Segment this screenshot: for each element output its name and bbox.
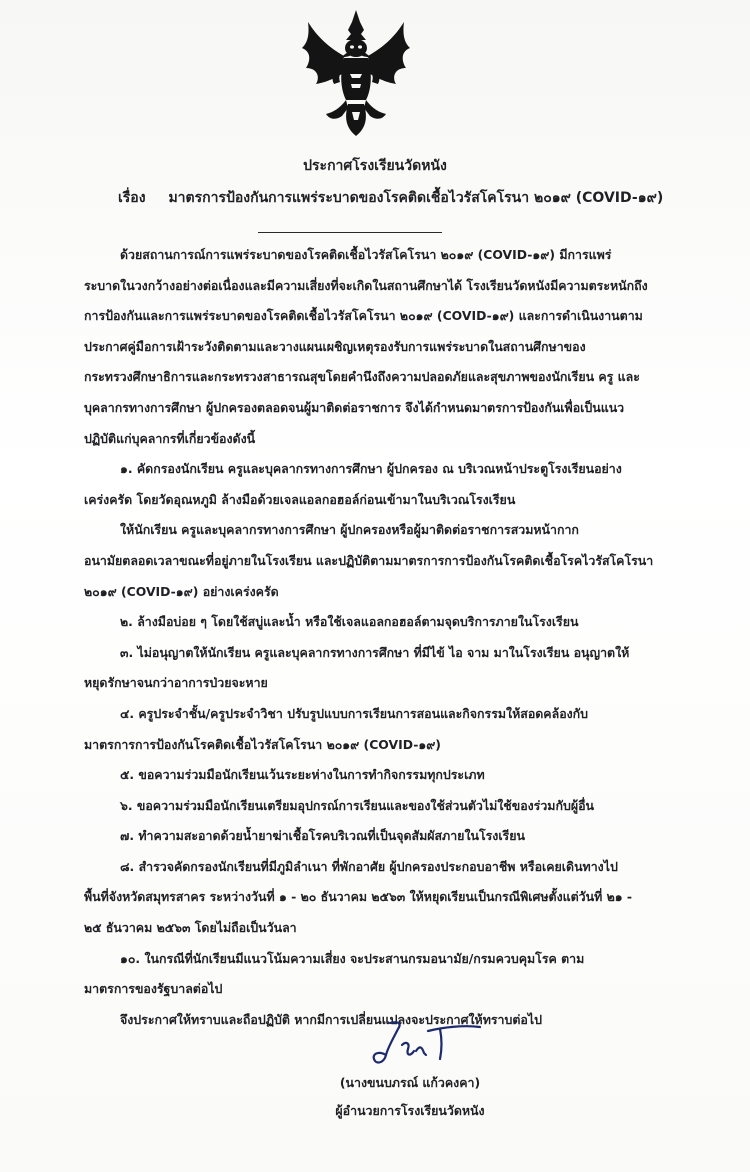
paragraph-line: ระบาดในวงกว้างอย่างต่อเนื่องและมีความเสี่ยงที่จะเกิดในสถานศึกษาได้ โรงเรียนวัดหนังมีความตระหนักถึง bbox=[84, 277, 648, 293]
list-item-3: ๓. ไม่อนุญาตให้นักเรียน ครูและบุคลากรทางการศึกษา ที่มีไข้ ไอ จาม มาในโรงเรียน อนุญาตให้ bbox=[120, 644, 630, 660]
announcement-body bbox=[84, 240, 686, 1035]
garuda-emblem-icon bbox=[300, 8, 412, 138]
list-item-4-cont: มาตรการการป้องกันโรคติดเชื้อไวรัสโคโรนา ๒๐๑๙ (COVID-๑๙) bbox=[84, 736, 441, 752]
list-item-5: ๕. ขอความร่วมมือนักเรียนเว้นระยะห่างในการทำกิจกรรมทุกประเภท bbox=[120, 767, 485, 783]
paragraph-line: บุคลากรทางการศึกษา ผู้ปกครองตลอดจนผู้มาติดต่อราชการ จึงได้กำหนดมาตรการป้องกันเพื่อเป็นแนว bbox=[84, 399, 625, 415]
paragraph-line: ให้นักเรียน ครูและบุคลากรทางการศึกษา ผู้ปกครองหรือผู้มาติดต่อราชการสวมหน้ากาก bbox=[120, 522, 579, 538]
list-item-1: ๑. คัดกรองนักเรียน ครูและบุคลากรทางการศึกษา ผู้ปกครอง ณ บริเวณหน้าประตูโรงเรียนอย่าง bbox=[120, 461, 622, 477]
paragraph-line: ๒๐๑๙ (COVID-๑๙) อย่างเคร่งครัด bbox=[84, 583, 279, 599]
signatory-position: ผู้อำนวยการโรงเรียนวัดหนัง bbox=[335, 1103, 485, 1118]
list-item-3-cont: หยุดรักษาจนกว่าอาการป่วยจะหาย bbox=[84, 675, 268, 691]
list-item-6: ๖. ขอความร่วมมือนักเรียนเตรียมอุปกรณ์การเรียนและของใช้ส่วนตัวไม่ใช้ของร่วมกับผู้อื่น bbox=[120, 797, 595, 813]
subject-line bbox=[118, 187, 663, 209]
list-item-8-cont: ๒๕ ธันวาคม ๒๕๖๓ โดยไม่ถือเป็นวันลา bbox=[84, 920, 297, 936]
paragraph-line: อนามัยตลอดเวลาขณะที่อยู่ภายในโรงเรียน และปฏิบัติตามมาตรการการป้องกันโรคติดเชื้อโรคไวรัสโคโรนา bbox=[84, 552, 654, 568]
signatory-name: (นางขนบภรณ์ แก้วคงคา) bbox=[339, 1075, 481, 1090]
announcement-title: ประกาศโรงเรียนวัดหนัง bbox=[303, 158, 447, 174]
paragraph-line: กระทรวงศึกษาธิการและกระทรวงสาธารณสุขโดยคำนึงถึงความปลอดภัยและสุขภาพของนักเรียน ครู และ bbox=[84, 369, 640, 385]
list-item-8: ๘. สำรวจคัดกรองนักเรียนที่มีภูมิลำเนา ที่พักอาศัย ผู้ปกครองประกอบอาชีพ หรือเคยเดินทางไป bbox=[120, 858, 618, 874]
paragraph-line: การป้องกันและการแพร่ระบาดของโรคติดเชื้อไวรัสโคโรนา ๒๐๑๙ (COVID-๑๙) และการดำเนินงานตาม bbox=[84, 308, 643, 324]
list-item-10: ๑๐. ในกรณีที่นักเรียนมีแนวโน้มความเสี่ยง จะประสานกรมอนามัย/กรมควบคุมโรค ตาม bbox=[120, 950, 585, 966]
list-item-7: ๗. ทำความสะอาดด้วยน้ำยาฆ่าเชื้อโรคบริเวณที่เป็นจุดสัมผัสภายในโรงเรียน bbox=[120, 828, 525, 844]
list-item-2: ๒. ล้างมือบ่อย ๆ โดยใช้สบู่และน้ำ หรือใช้เจลแอลกอฮอล์ตามจุดบริการภายในโรงเรียน bbox=[120, 614, 579, 630]
list-item-1-cont: เคร่งครัด โดยวัดอุณหภูมิ ล้างมือด้วยเจลแอลกอฮอล์ก่อนเข้ามาในบริเวณโรงเรียน bbox=[84, 491, 516, 507]
paragraph-line: ปฏิบัติแก่บุคลากรที่เกี่ยวข้องดังนี้ bbox=[84, 430, 256, 446]
list-item-4: ๔. ครูประจำชั้น/ครูประจำวิชา ปรับรูปแบบการเรียนการสอนและกิจกรรมให้สอดคล้องกับ bbox=[120, 705, 589, 721]
list-item-10-cont: มาตรการของรัฐบาลต่อไป bbox=[84, 981, 223, 997]
paragraph-line: ประกาศคู่มือการเฝ้าระวังติดตามและวางแผนเผชิญเหตุรองรับการแพร่ระบาดในสถานศึกษาของ bbox=[84, 338, 586, 354]
list-item-8-cont: พื้นที่จังหวัดสมุทรสาคร ระหว่างวันที่ ๑ - ๒๐ ธันวาคม ๒๕๖๓ ให้หยุดเรียนเป็นกรณีพิเศษตั้งแต่วันที่ ๒๑ - bbox=[84, 889, 633, 905]
title-divider bbox=[258, 232, 442, 233]
subject-text: มาตรการป้องกันการแพร่ระบาดของโรคติดเชื้อไวรัสโคโรนา ๒๐๑๙ (COVID-๑๙) bbox=[168, 190, 664, 206]
closing-line: จึงประกาศให้ทราบและถือปฏิบัติ หากมีการเปลี่ยนแปลงจะประกาศให้ทราบต่อไป bbox=[120, 1011, 542, 1027]
paragraph-line: ด้วยสถานการณ์การแพร่ระบาดของโรคติดเชื้อไวรัสโคโรนา ๒๐๑๙ (COVID-๑๙) มีการแพร่ bbox=[120, 247, 612, 262]
subject-label: เรื่อง bbox=[118, 190, 146, 206]
handwritten-signature bbox=[368, 1015, 484, 1071]
